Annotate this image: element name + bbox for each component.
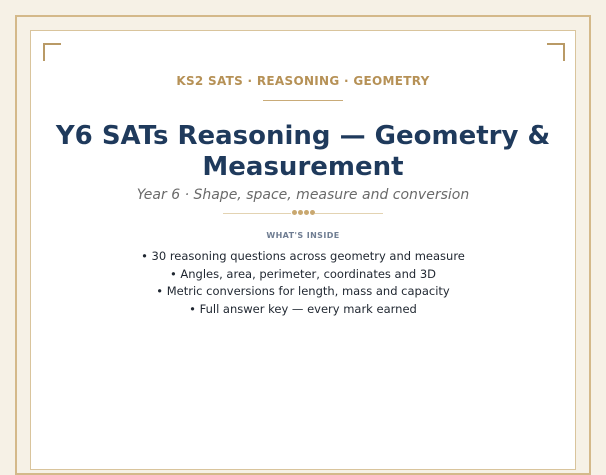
dot-icon bbox=[304, 210, 309, 215]
eyebrow-divider bbox=[263, 100, 343, 101]
list-item: • Angles, area, perimeter, coordinates and 3D bbox=[169, 266, 437, 281]
list-item: • 30 reasoning questions across geometry and measure bbox=[141, 249, 465, 263]
dot-icon bbox=[310, 210, 315, 215]
page-title: Y6 SATs Reasoning — Geometry & Measurement bbox=[55, 121, 551, 182]
whats-inside-list bbox=[30, 248, 576, 318]
divider-ornament bbox=[223, 209, 383, 217]
page-subtitle: Year 6 · Shape, space, measure and conversion bbox=[136, 187, 470, 203]
eyebrow-label: KS2 SATS · REASONING · GEOMETRY bbox=[176, 74, 430, 88]
cover-content bbox=[30, 30, 576, 330]
dot-icon bbox=[298, 210, 303, 215]
list-item: • Full answer key — every mark earned bbox=[189, 301, 417, 316]
whats-inside-heading: WHAT'S INSIDE bbox=[266, 231, 340, 240]
list-item: • Metric conversions for length, mass and capacity bbox=[156, 284, 450, 298]
divider-dots-icon bbox=[291, 210, 315, 216]
dot-icon bbox=[292, 210, 297, 215]
